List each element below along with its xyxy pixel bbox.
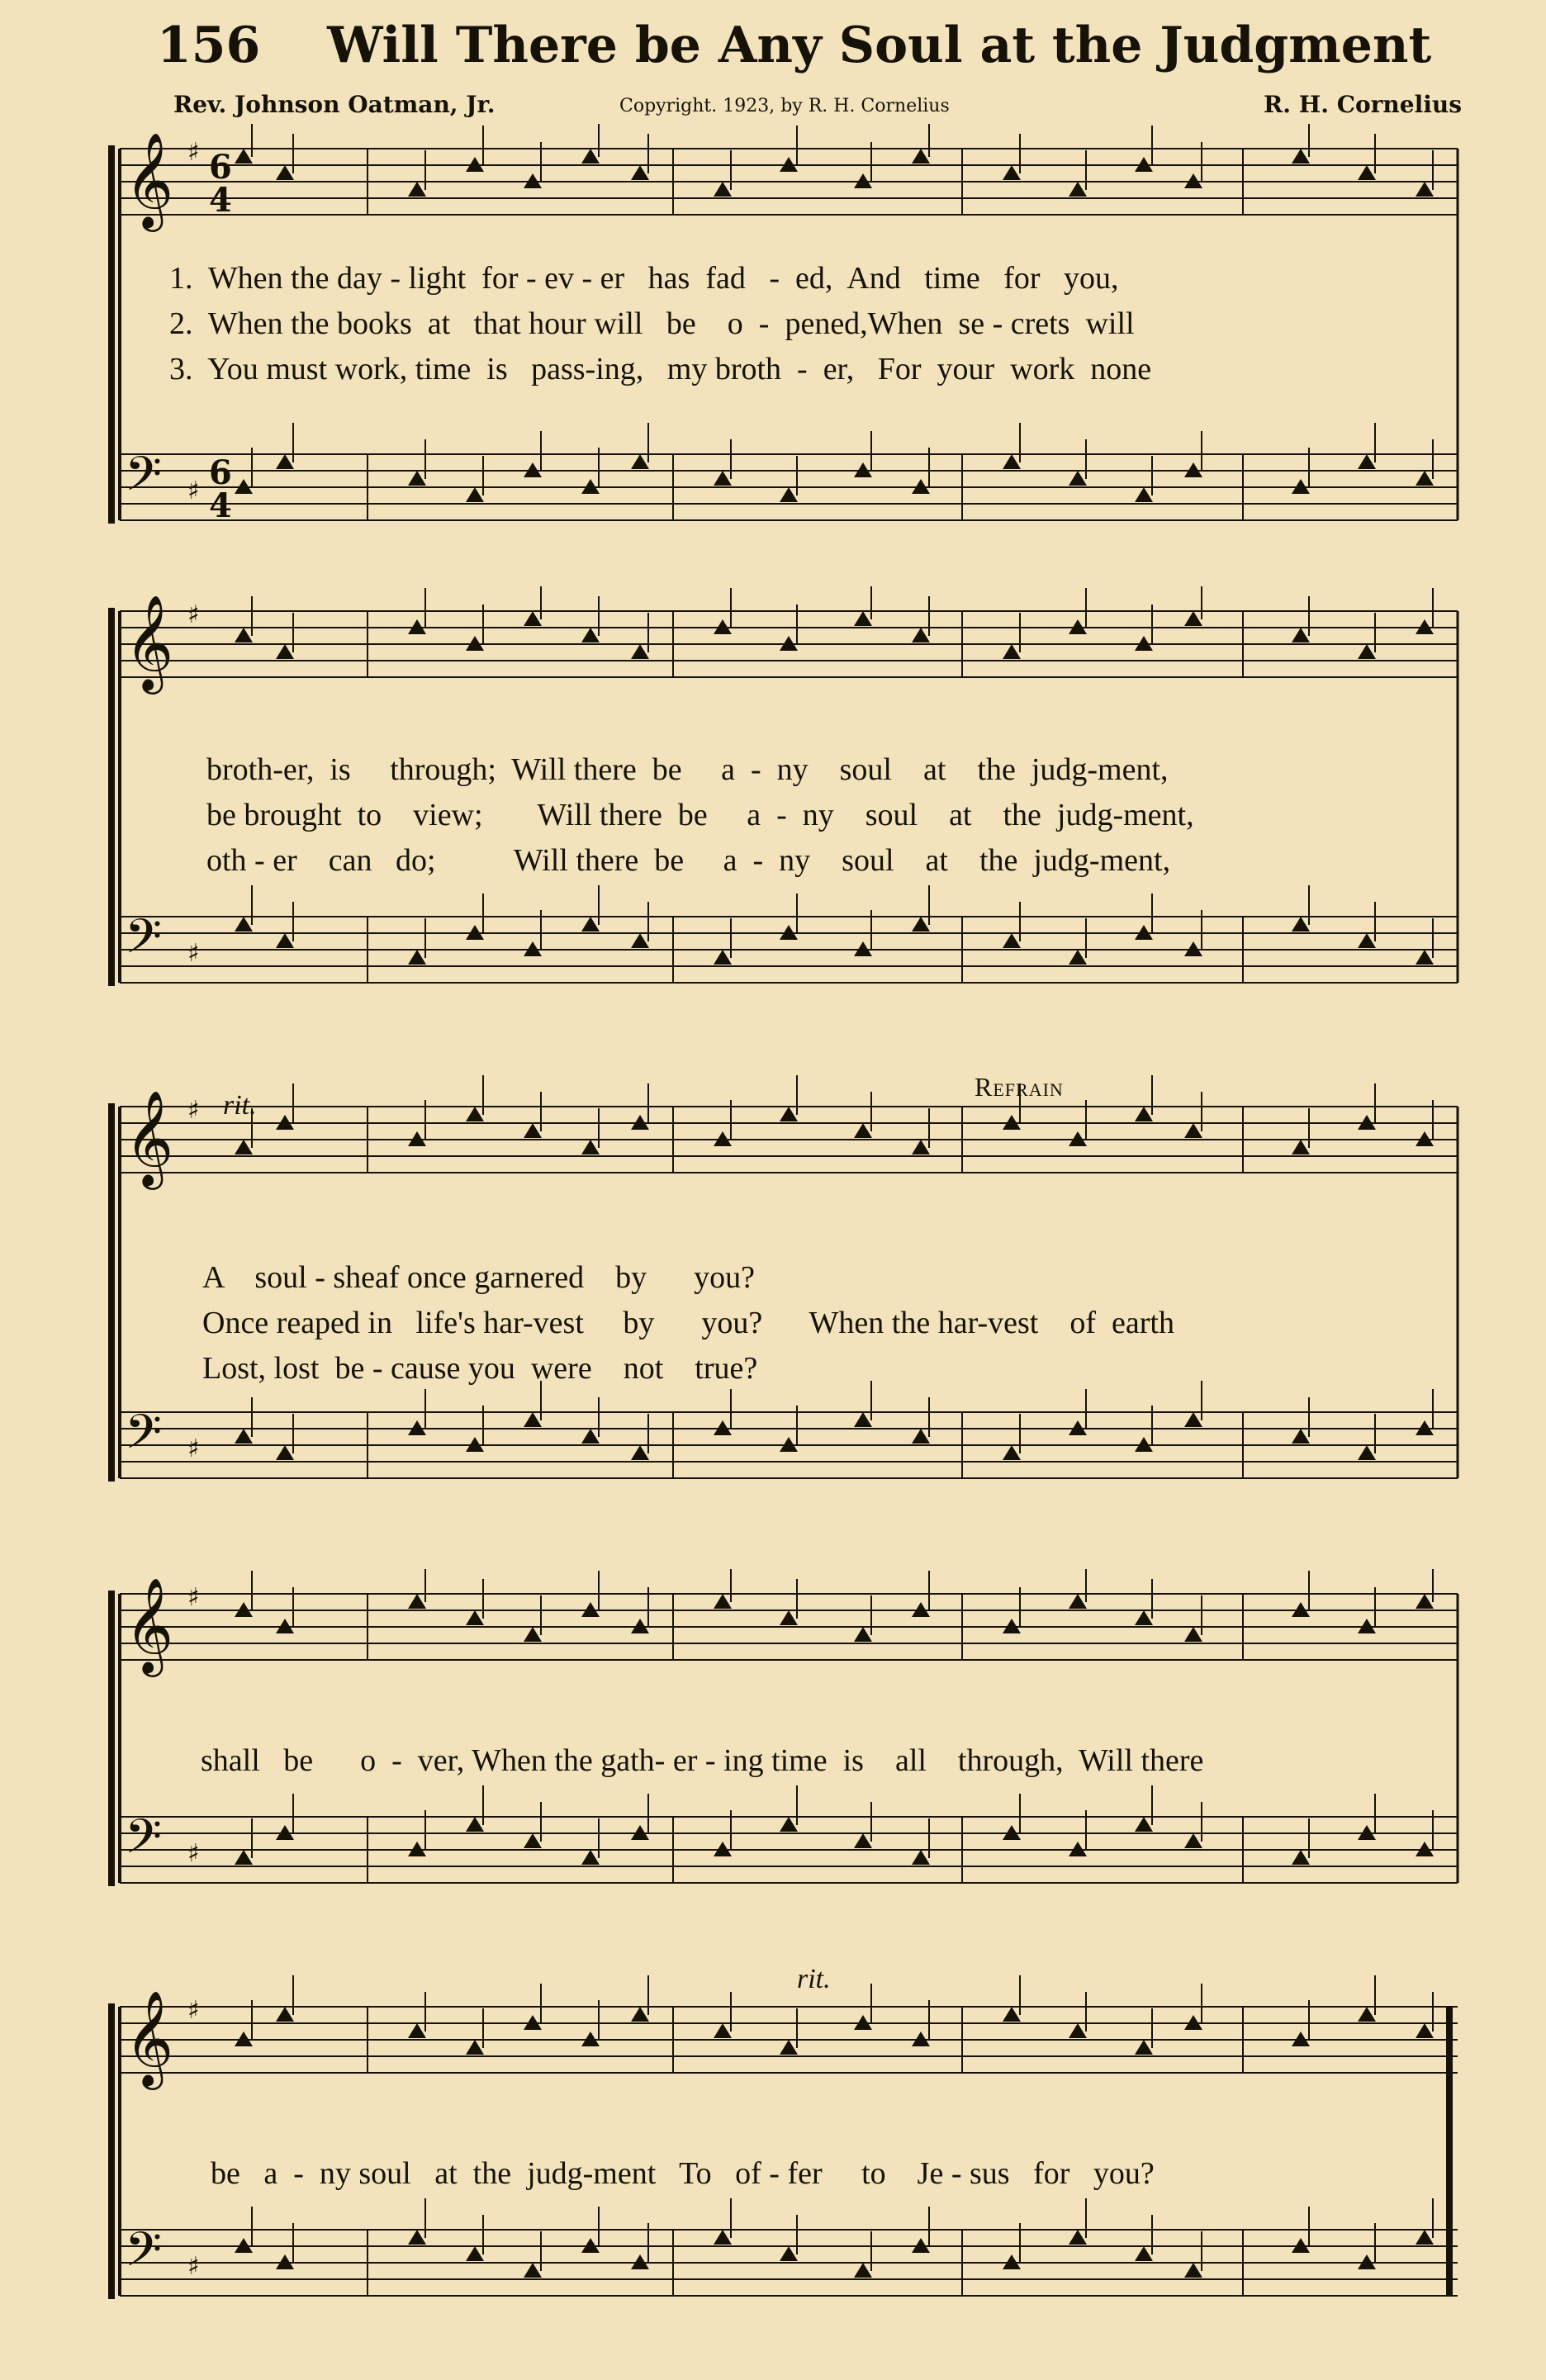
note-head <box>714 950 732 965</box>
copyright-notice: Copyright. 1923, by R. H. Cornelius <box>619 96 950 116</box>
verse-line-1: A soul - sheaf once garnered by you? <box>202 1260 756 1295</box>
refrain-label: Refrain <box>975 1072 1064 1102</box>
system-5 <box>95 1957 1466 2354</box>
note-head <box>1135 2246 1153 2261</box>
note-head <box>524 2263 542 2278</box>
note-head <box>581 628 600 642</box>
credits-line <box>173 91 1462 124</box>
system-brace <box>108 1591 115 1886</box>
note-head <box>780 1107 798 1121</box>
hymn-number: 156 <box>157 17 261 74</box>
note-head <box>581 1429 600 1444</box>
note-head <box>524 611 542 626</box>
verse-line-3: 3. You must work, time is pass-ing, my broth - er, For your work none <box>169 352 1152 386</box>
note-head <box>408 950 426 965</box>
note-head <box>912 1140 930 1154</box>
note-head <box>276 1445 294 1460</box>
note-head <box>631 2007 649 2022</box>
note-head <box>631 1445 649 1460</box>
note-head <box>235 149 253 164</box>
key-signature-sharp: ♯ <box>187 1839 200 1868</box>
treble-clef: 𝄞 <box>125 594 174 690</box>
note-head <box>854 1627 872 1642</box>
verse-line-1: broth-er, is through; Will there be a - ny soul at the judg-ment, <box>206 752 1169 787</box>
system-brace <box>108 145 115 524</box>
note-head <box>276 165 294 180</box>
bass-clef: 𝄢 <box>125 1809 163 1876</box>
note-head <box>524 1412 542 1427</box>
treble-clef: 𝄞 <box>125 1576 174 1673</box>
note-head <box>1292 1429 1310 1444</box>
key-signature-sharp: ♯ <box>187 600 200 629</box>
note-head <box>581 1850 600 1865</box>
note-head <box>1069 2023 1087 2038</box>
note-head <box>1135 2040 1153 2055</box>
note-head <box>276 644 294 659</box>
note-head <box>1135 487 1153 502</box>
note-head <box>714 2023 732 2038</box>
note-head <box>1069 1594 1087 1609</box>
note-head <box>408 1594 426 1609</box>
verse-line-2: Once reaped in life's har-vest by you? When the har-vest of earth <box>202 1306 1174 1340</box>
ritardando-mark: rit. <box>797 1964 831 1994</box>
note-head <box>1003 165 1021 180</box>
key-signature-sharp: ♯ <box>187 1096 200 1125</box>
note-head <box>714 1594 732 1609</box>
note-head <box>780 2040 798 2055</box>
verse-line-3: oth - er can do; Will there be a - ny soul at the judg-ment, <box>206 843 1171 878</box>
note-head <box>1135 1610 1153 1625</box>
note-head <box>1003 644 1021 659</box>
system-brace <box>108 608 115 986</box>
note-head <box>581 1140 600 1154</box>
note-head <box>1184 2263 1202 2278</box>
note-head <box>1358 1445 1376 1460</box>
note-head <box>1184 1123 1202 1138</box>
note-head <box>1358 2007 1376 2022</box>
note-head <box>854 2263 872 2278</box>
note-head <box>1184 611 1202 626</box>
system-4 <box>95 1569 1466 1941</box>
system-3 <box>95 1049 1466 1544</box>
note-head <box>581 149 600 164</box>
note-head <box>1416 950 1434 965</box>
note-head <box>1358 454 1376 469</box>
note-head <box>1292 149 1310 164</box>
note-head <box>854 1123 872 1138</box>
note-head <box>466 1817 484 1832</box>
note-head <box>1416 1594 1434 1609</box>
note-head <box>1292 1140 1310 1154</box>
time-signature-bottom: 4 <box>209 181 232 220</box>
key-signature-sharp: ♯ <box>187 1434 200 1463</box>
note-head <box>631 165 649 180</box>
note-head <box>854 1412 872 1427</box>
note-head <box>1184 1627 1202 1642</box>
note-head <box>276 454 294 469</box>
key-signature-sharp: ♯ <box>187 1996 200 2025</box>
note-head <box>1292 628 1310 642</box>
time-signature-top: 6 <box>209 148 232 187</box>
note-head <box>408 471 426 486</box>
note-head <box>276 2007 294 2022</box>
note-head <box>1003 454 1021 469</box>
system-brace <box>108 1103 115 1482</box>
note-head <box>1358 933 1376 948</box>
note-head <box>466 2246 484 2261</box>
note-head <box>408 2023 426 2038</box>
key-signature-sharp: ♯ <box>187 939 200 968</box>
note-head <box>912 149 930 164</box>
note-head <box>1358 644 1376 659</box>
note-head <box>714 182 732 197</box>
verse-line-2: be brought to view; Will there be a - ny soul at the judg-ment, <box>206 798 1194 832</box>
note-head <box>1416 2230 1434 2245</box>
hymn-header <box>157 17 1432 83</box>
note-head <box>714 2230 732 2245</box>
music-staves <box>95 1049 1466 1544</box>
note-head <box>780 1610 798 1625</box>
verse-line-1: be a - ny soul at the judg-ment To of - fer to Je - sus for you? <box>211 2156 1155 2191</box>
ritardando-mark: rit. <box>223 1090 257 1121</box>
note-head <box>1358 165 1376 180</box>
note-head <box>524 1123 542 1138</box>
treble-clef: 𝄞 <box>125 131 174 228</box>
verse-line-1: shall be o - ver, When the gath- er - ing time is all through, Will there <box>201 1743 1204 1778</box>
note-head <box>1184 1833 1202 1848</box>
bass-clef: 𝄢 <box>125 1404 163 1472</box>
note-head <box>631 933 649 948</box>
note-head <box>912 917 930 932</box>
note-head <box>235 1429 253 1444</box>
note-head <box>854 1833 872 1848</box>
note-head <box>780 1817 798 1832</box>
time-signature-bottom: 4 <box>209 486 232 525</box>
note-head <box>466 2040 484 2055</box>
note-head <box>1135 1107 1153 1121</box>
verse-line-3: Lost, lost be - cause you were not true? <box>202 1351 758 1386</box>
bass-clef: 𝄢 <box>125 446 163 514</box>
time-signature-top: 6 <box>209 453 232 492</box>
note-head <box>1069 471 1087 486</box>
note-head <box>1416 2023 1434 2038</box>
note-head <box>466 487 484 502</box>
note-head <box>235 1850 253 1865</box>
note-head <box>524 1833 542 1848</box>
note-head <box>780 487 798 502</box>
note-head <box>466 1610 484 1625</box>
note-head <box>1003 933 1021 948</box>
note-head <box>631 644 649 659</box>
key-signature-sharp: ♯ <box>187 2252 200 2281</box>
note-head <box>714 471 732 486</box>
note-head <box>581 917 600 932</box>
note-head <box>1069 182 1087 197</box>
note-head <box>408 182 426 197</box>
note-head <box>235 1140 253 1154</box>
treble-clef: 𝄞 <box>125 1089 174 1186</box>
composer: R. H. Cornelius <box>1264 91 1462 118</box>
note-head <box>1292 1850 1310 1865</box>
note-head <box>466 1107 484 1121</box>
verse-line-2: 2. When the books at that hour will be o - pened,When se - crets will <box>169 306 1135 341</box>
note-head <box>524 1627 542 1642</box>
note-head <box>1069 950 1087 965</box>
key-signature-sharp: ♯ <box>187 476 200 505</box>
note-head <box>912 1850 930 1865</box>
system-1 <box>95 124 1466 586</box>
bass-clef: 𝄢 <box>125 908 163 976</box>
note-head <box>235 917 253 932</box>
key-signature-sharp: ♯ <box>187 1583 200 1612</box>
note-head <box>408 2230 426 2245</box>
note-head <box>912 1429 930 1444</box>
note-head <box>1416 182 1434 197</box>
note-head <box>1184 1412 1202 1427</box>
note-head <box>276 933 294 948</box>
note-head <box>1069 2230 1087 2245</box>
key-signature-sharp: ♯ <box>187 138 200 167</box>
lyricist: Rev. Johnson Oatman, Jr. <box>173 91 496 118</box>
note-head <box>912 628 930 642</box>
note-head <box>780 2246 798 2261</box>
verse-line-1: 1. When the day - light for - ev - er has fad - ed, And time for you, <box>169 261 1119 296</box>
bass-clef: 𝄢 <box>125 2221 163 2289</box>
note-head <box>1003 2007 1021 2022</box>
note-head <box>1003 1445 1021 1460</box>
system-2 <box>95 586 1466 1049</box>
treble-clef: 𝄞 <box>125 1989 174 2086</box>
note-head <box>631 454 649 469</box>
note-head <box>235 628 253 642</box>
note-head <box>1135 1817 1153 1832</box>
system-brace <box>108 2003 115 2299</box>
note-head <box>1416 471 1434 486</box>
note-head <box>1292 917 1310 932</box>
hymn-title: Will There be Any Soul at the Judgment <box>327 17 1432 74</box>
note-head <box>854 611 872 626</box>
